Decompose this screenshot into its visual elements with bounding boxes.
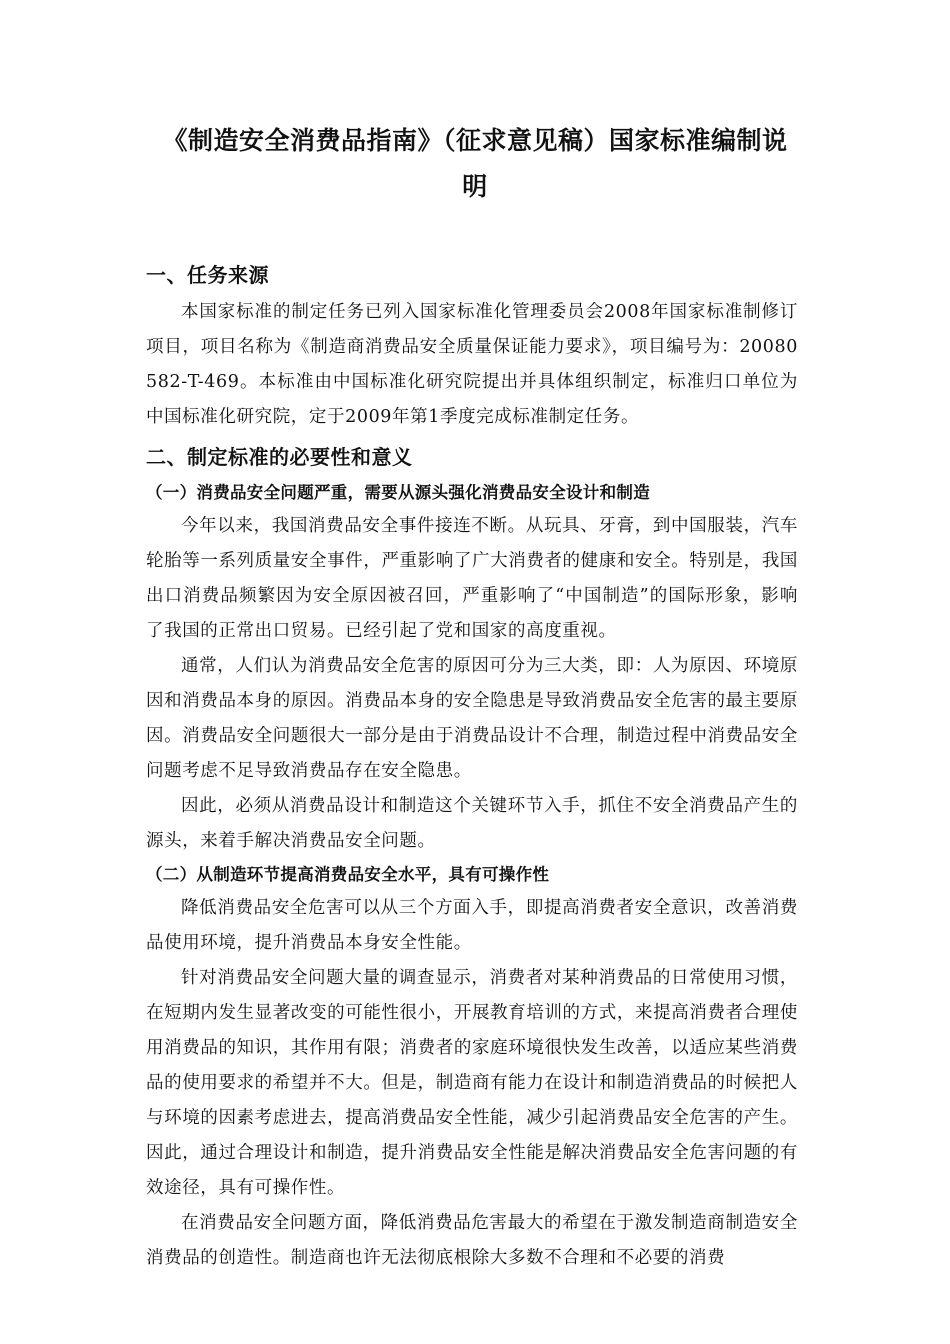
subsection-safety-problems xyxy=(146,477,798,859)
paragraph: 降低消费品安全危害可以从三个方面入手，即提高消费者安全意识，改善消费品使用环境，提升消费品本身安全性能。 xyxy=(146,898,798,953)
section-necessity xyxy=(146,437,798,1276)
section-heading: 一、任务来源 xyxy=(146,263,269,287)
paragraph: 今年以来，我国消费品安全事件接连不断。从玩具、牙膏，到中国服装，汽车轮胎等一系列质量安全事件，严重影响了广大消费者的健康和安全。特别是，我国出口消费品频繁因为安全原因被召回，严重影响了“中国制造”的国际形象，影响了我国的正常出口贸易。已经引起了党和国家的高度重视。 xyxy=(146,516,798,641)
paragraph: 通常，人们认为消费品安全危害的原因可分为三大类，即：人为原因、环境原因和消费品本身的原因。消费品本身的安全隐患是导致消费品安全危害的最主要原因。消费品安全问题很大一部分是由于消费品设计不合理，制造过程中消费品安全问题考虑不足导致消费品存在安全隐患。 xyxy=(146,656,798,781)
subsection-manufacturing xyxy=(146,859,798,1276)
paragraph: 因此，必须从消费品设计和制造这个关键环节入手，抓住不安全消费品产生的源头，来着手解决消费品安全问题。 xyxy=(146,796,798,851)
document-body xyxy=(146,255,798,1276)
document-title: 《制造安全消费品指南》（征求意见稿）国家标准编制说明 xyxy=(162,126,788,201)
section-task-source xyxy=(146,255,798,435)
subsection-heading: （二）从制造环节提高消费品安全水平，具有可操作性 xyxy=(146,865,550,884)
section-heading: 二、制定标准的必要性和意义 xyxy=(146,445,413,469)
paragraph: 针对消费品安全问题大量的调查显示，消费者对某种消费品的日常使用习惯，在短期内发生显著改变的可能性很小，开展教育培训的方式，来提高消费者合理使用消费品的知识，其作用有限；消费者的家庭环境很快发生改善，以适应某些消费品的使用要求的希望并不大。但是，制造商有能力在设计和制造消费品的时候把人与环境的因素考虑进去，提高消费品安全性能，减少引起消费品安全危害的产生。因此，通过合理设计和制造，提升消费品安全性能是解决消费品安全危害问题的有效途径，具有可操作性。 xyxy=(146,968,798,1198)
paragraph: 在消费品安全问题方面，降低消费品危害最大的希望在于激发制造商制造安全消费品的创造性。制造商也许无法彻底根除大多数不合理和不必要的消费 xyxy=(146,1213,798,1268)
paragraph: 本国家标准的制定任务已列入国家标准化管理委员会2008年国家标准制修订项目，项目名称为《制造商消费品安全质量保证能力要求》，项目编号为：20080582-T-469。本标准由中国标准化研究院提出并具体组织制定，标准归口单位为中国标准化研究院，定于2009年第1季度完成标准制定任务。 xyxy=(146,302,798,427)
subsection-heading: （一）消费品安全问题严重，需要从源头强化消费品安全设计和制造 xyxy=(146,483,650,502)
